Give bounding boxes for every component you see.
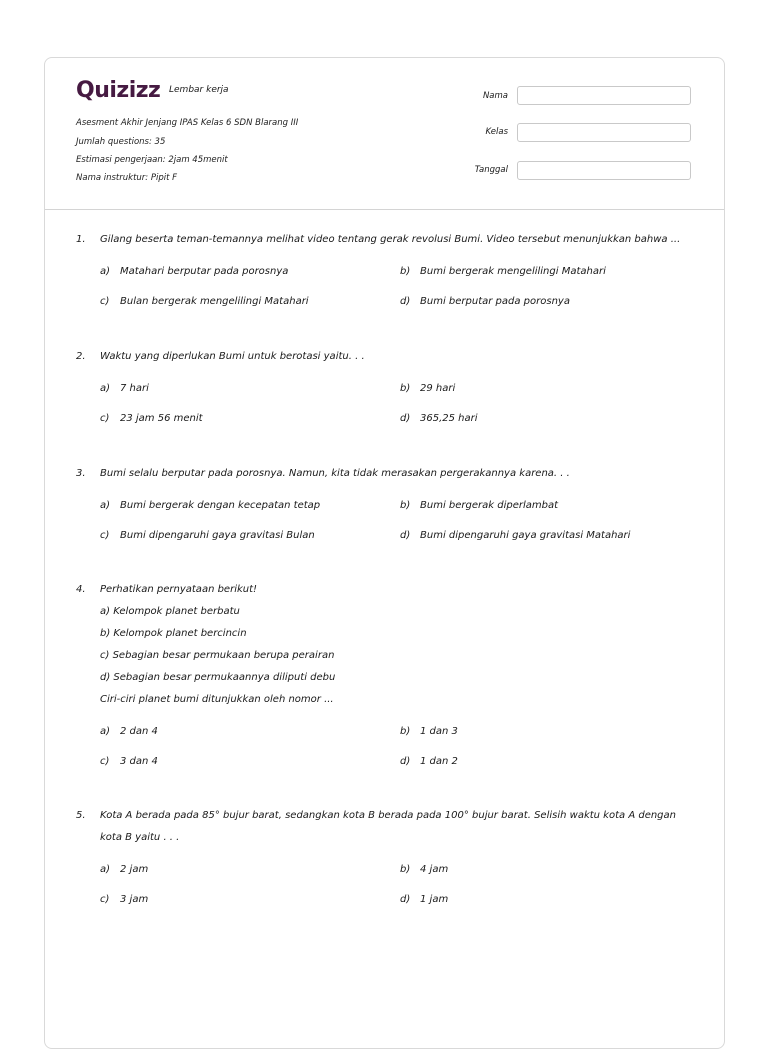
question-number: 5. [76,810,86,821]
option-text: Bulan bergerak mengelilingi Matahari [120,296,309,307]
option-text: 1 jam [420,894,449,905]
instructor-name: Nama instruktur: Pipit F [76,173,178,183]
option-text: Bumi bergerak dengan kecepatan tetap [120,500,321,511]
question-line: Waktu yang diperlukan Bumi untuk berotasi yaitu. . . [100,351,365,362]
option-letter: a) [100,500,111,511]
option-letter: d) [400,413,411,424]
option-text: Bumi dipengaruhi gaya gravitasi Bulan [120,530,315,541]
question-number: 1. [76,234,86,245]
option-text: 29 hari [420,383,456,394]
answer-option[interactable] [400,726,458,737]
option-letter: d) [400,296,411,307]
answer-option[interactable] [100,500,320,511]
class-label: Kelas [485,127,508,137]
answer-option[interactable] [100,726,158,737]
option-text: 2 dan 4 [120,726,158,737]
question-text [100,579,700,711]
question-line: b) Kelompok planet bercincin [100,628,247,639]
answer-option[interactable] [100,756,158,767]
answer-option[interactable] [100,296,309,307]
date-field[interactable] [517,161,691,180]
option-text: Bumi bergerak mengelilingi Matahari [420,266,606,277]
option-letter: b) [400,500,411,511]
question-number: 3. [76,468,86,479]
quizizz-logo: Quizizz [76,78,161,103]
worksheet [44,57,725,1049]
question-text [100,346,700,368]
option-letter: a) [100,864,111,875]
question-text [100,805,700,849]
answer-option[interactable] [100,894,148,905]
option-text: 1 dan 2 [420,756,458,767]
option-text: 3 jam [120,894,149,905]
answer-option[interactable] [400,864,448,875]
option-letter: c) [100,296,110,307]
question-text [100,229,700,251]
answer-option[interactable] [100,864,148,875]
question-line: Gilang beserta teman-temannya melihat video tentang gerak revolusi Bumi. Video tersebut menunjukkan bahwa ... [100,234,681,245]
option-text: 1 dan 3 [420,726,458,737]
answer-option[interactable] [400,530,630,541]
question-line: Ciri-ciri planet bumi ditunjukkan oleh nomor ... [100,694,334,705]
option-text: 365,25 hari [420,413,478,424]
name-label: Nama [482,91,508,101]
option-letter: c) [100,756,110,767]
question-line: kota B yaitu . . . [100,832,180,843]
option-letter: b) [400,266,411,277]
answer-option[interactable] [400,894,448,905]
answer-option[interactable] [100,413,203,424]
option-text: 4 jam [420,864,449,875]
worksheet-header [45,58,724,210]
name-field[interactable] [517,86,691,105]
option-text: Bumi bergerak diperlambat [420,500,558,511]
time-estimate: Estimasi pengerjaan: 2jam 45menit [76,155,228,165]
option-letter: c) [100,413,110,424]
question-line: Perhatikan pernyataan berikut! [100,584,258,595]
answer-option[interactable] [400,266,606,277]
worksheet-subtitle: Lembar kerja [169,85,229,95]
question-line: Kota A berada pada 85° bujur barat, sedangkan kota B berada pada 100° bujur barat. Selisih waktu kota A dengan [100,810,676,821]
question-line: a) Kelompok planet berbatu [100,606,240,617]
option-letter: b) [400,864,411,875]
option-letter: a) [100,383,111,394]
option-letter: d) [400,894,411,905]
option-text: 23 jam 56 menit [120,413,203,424]
option-text: Bumi dipengaruhi gaya gravitasi Matahari [420,530,631,541]
option-letter: b) [400,383,411,394]
option-text: 3 dan 4 [120,756,158,767]
option-letter: b) [400,726,411,737]
answer-option[interactable] [400,296,570,307]
answer-option[interactable] [400,383,455,394]
option-letter: a) [100,726,111,737]
option-letter: c) [100,530,110,541]
worksheet-title: Asesment Akhir Jenjang IPAS Kelas 6 SDN Blarang III [76,118,299,128]
question-line: c) Sebagian besar permukaan berupa perairan [100,650,335,661]
answer-option[interactable] [400,500,558,511]
answer-option[interactable] [400,413,478,424]
answer-option[interactable] [100,266,288,277]
option-letter: a) [100,266,111,277]
option-letter: c) [100,894,110,905]
date-label: Tanggal [474,165,508,175]
option-text: Matahari berputar pada porosnya [120,266,289,277]
answer-option[interactable] [400,756,458,767]
option-letter: d) [400,756,411,767]
class-field[interactable] [517,123,691,142]
question-number: 2. [76,351,86,362]
option-text: 2 jam [120,864,149,875]
option-text: 7 hari [120,383,149,394]
question-count: Jumlah questions: 35 [76,137,166,147]
answer-option[interactable] [100,530,315,541]
question-number: 4. [76,584,86,595]
option-text: Bumi berputar pada porosnya [420,296,570,307]
question-line: Bumi selalu berputar pada porosnya. Namun, kita tidak merasakan pergerakannya karena. . . [100,468,570,479]
question-text [100,463,700,485]
option-letter: d) [400,530,411,541]
answer-option[interactable] [100,383,149,394]
question-line: d) Sebagian besar permukaannya diliputi debu [100,672,336,683]
